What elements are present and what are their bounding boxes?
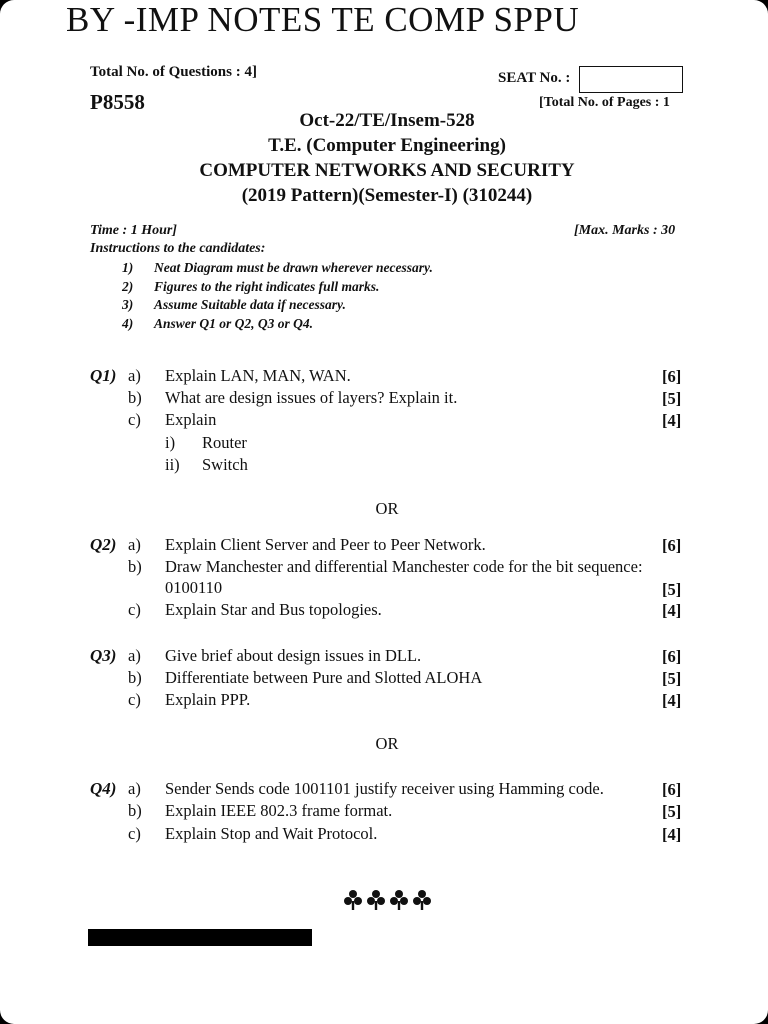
sub-label: a) [128, 779, 141, 798]
question-text: Explain LAN, MAN, WAN. [165, 366, 351, 385]
question-text: Give brief about design issues in DLL. [165, 646, 422, 665]
marks: [4] [662, 411, 682, 430]
instruction-number: 4) [122, 316, 134, 331]
instruction-text: Answer Q1 or Q2, Q3 or Q4. [154, 316, 314, 331]
question-text: Differentiate between Pure and Slotted ALOHA [165, 668, 483, 687]
sub-label: c) [128, 690, 141, 709]
sub-sub-text: Router [202, 433, 247, 452]
sub-sub-label: ii) [165, 455, 180, 474]
sub-label: b) [128, 557, 142, 576]
instruction-text: Assume Suitable data if necessary. [154, 297, 346, 312]
total-questions: Total No. of Questions : 4] [90, 64, 257, 80]
instruction-number: 1) [122, 260, 134, 275]
question-text: What are design issues of layers? Explain it. [165, 388, 458, 407]
sub-label: c) [128, 600, 141, 619]
marks: [4] [662, 601, 682, 620]
marks: [5] [662, 669, 682, 688]
question-text: Draw Manchester and differential Manchester code for the bit sequence: [165, 557, 643, 576]
marks: [6] [662, 536, 682, 555]
question-text: Explain IEEE 802.3 frame format. [165, 801, 393, 820]
sub-label: a) [128, 366, 141, 385]
sub-label: a) [128, 646, 141, 665]
question-label: Q1) [90, 366, 117, 385]
instruction-number: 3) [122, 297, 134, 312]
redaction-bar [88, 929, 312, 946]
marks: [4] [662, 691, 682, 710]
sub-sub-text: Switch [202, 455, 248, 474]
sub-label: a) [128, 535, 141, 554]
sub-label: b) [128, 801, 142, 820]
course-title: T.E. (Computer Engineering) [268, 135, 506, 156]
marks: [6] [662, 780, 682, 799]
marks: [5] [662, 802, 682, 821]
exam-code: Oct-22/TE/Insem-528 [299, 110, 475, 131]
question-text: Explain Star and Bus topologies. [165, 600, 382, 619]
club-ornament-icon [343, 886, 433, 912]
question-text: Explain Stop and Wait Protocol. [165, 824, 378, 843]
paper-code: P8558 [90, 90, 145, 114]
seat-number-box [579, 66, 683, 93]
marks: [6] [662, 647, 682, 666]
or-separator: OR [375, 734, 399, 753]
question-text-continued: 0100110 [165, 578, 223, 597]
marks: [5] [662, 389, 682, 408]
or-separator: OR [375, 499, 399, 518]
sub-sub-label: i) [165, 433, 176, 452]
banner-title: BY -IMP NOTES TE COMP SPPU [66, 0, 580, 39]
instruction-number: 2) [122, 279, 134, 294]
marks: [4] [662, 825, 682, 844]
marks: [6] [662, 367, 682, 386]
sub-label: c) [128, 824, 141, 843]
max-marks: [Max. Marks : 30 [574, 223, 676, 238]
pattern-title: (2019 Pattern)(Semester-I) (310244) [241, 185, 533, 206]
question-label: Q3) [90, 646, 117, 665]
subject-title: COMPUTER NETWORKS AND SECURITY [199, 160, 575, 181]
instruction-text: Figures to the right indicates full marks. [154, 279, 380, 294]
question-text: Explain Client Server and Peer to Peer Network. [165, 535, 486, 554]
question-text: Explain PPP. [165, 690, 251, 709]
sub-label: b) [128, 388, 142, 407]
instruction-text: Neat Diagram must be drawn wherever necessary. [154, 260, 433, 275]
marks: [5] [662, 580, 682, 599]
question-text: Explain [165, 410, 217, 429]
sub-label: b) [128, 668, 142, 687]
sub-label: c) [128, 410, 141, 429]
seat-label: SEAT No. : [498, 70, 571, 86]
total-pages: [Total No. of Pages : 1 [539, 95, 670, 110]
question-label: Q2) [90, 535, 117, 554]
instructions-heading: Instructions to the candidates: [90, 241, 266, 256]
time-limit: Time : 1 Hour] [90, 223, 177, 238]
question-text: Sender Sends code 1001101 justify receiver using Hamming code. [165, 779, 604, 798]
question-label: Q4) [90, 779, 117, 798]
